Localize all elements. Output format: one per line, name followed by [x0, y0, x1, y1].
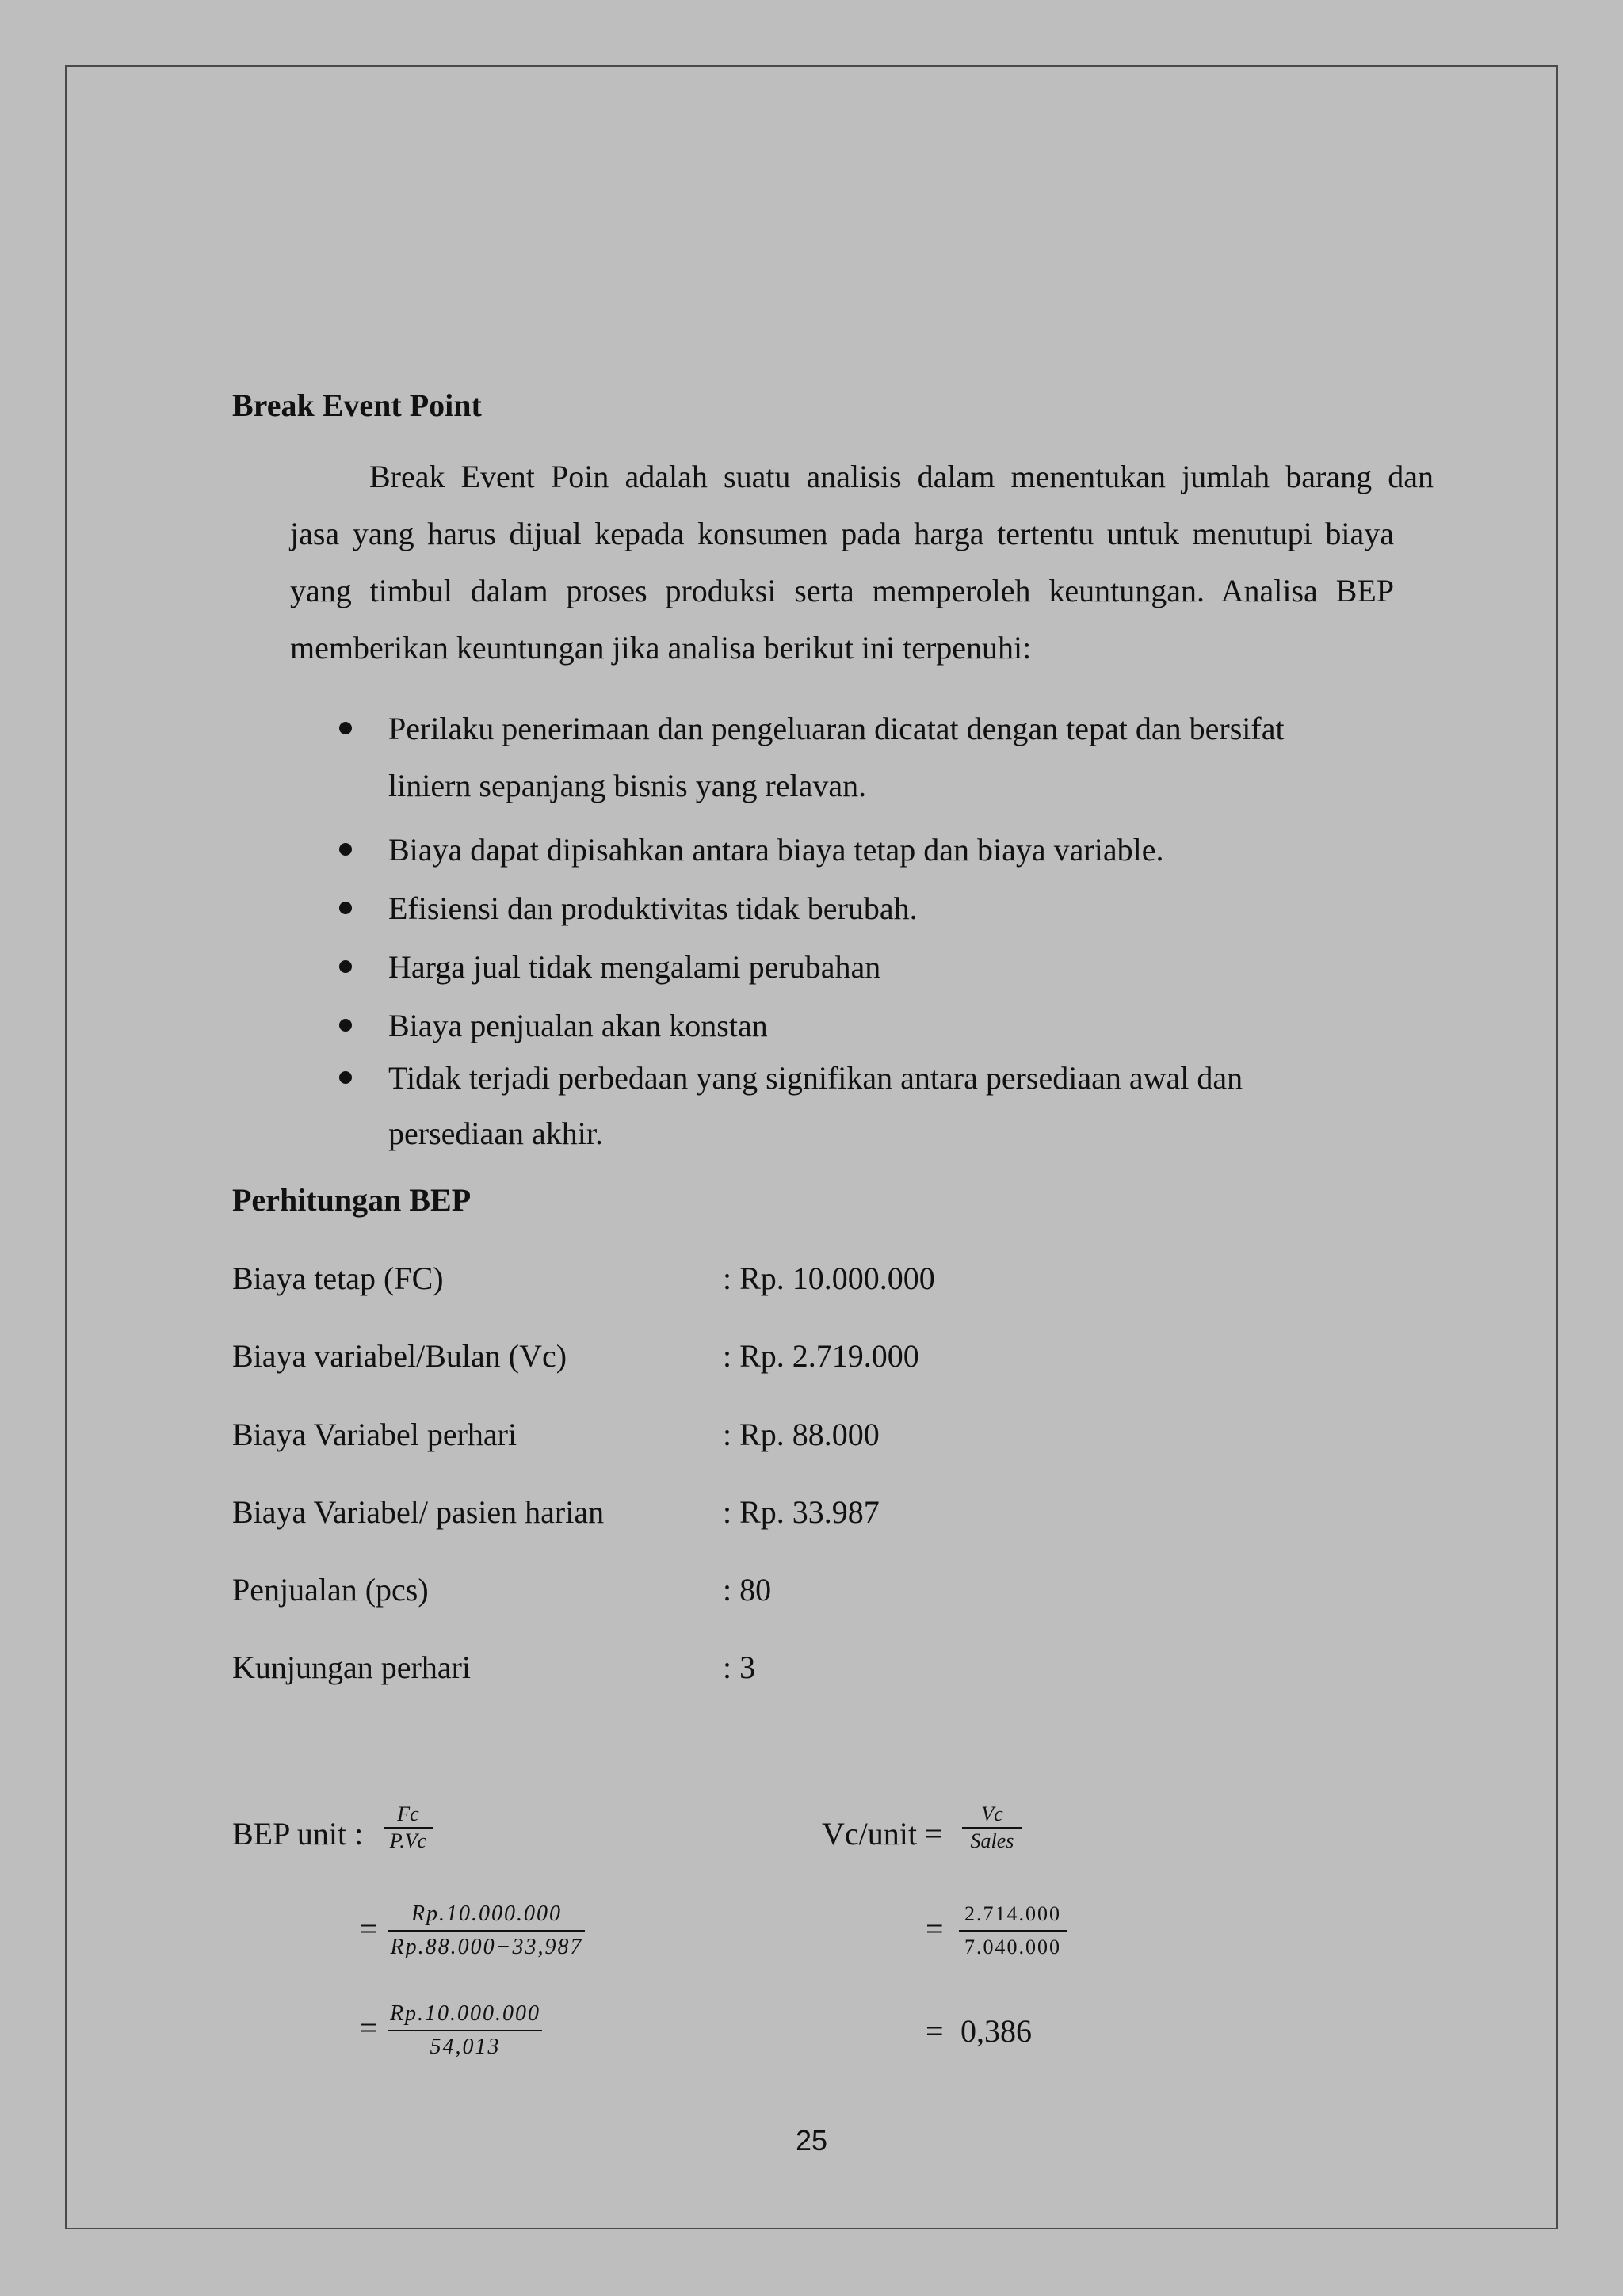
paragraph-line: yang timbul dalam proses produksi serta memperoleh keuntungan. Analisa BEP [290, 573, 1394, 608]
fraction-numerator: Fc [397, 1802, 419, 1825]
row-label: Biaya Variabel perhari [232, 1417, 517, 1452]
fraction-denominator: 7.040.000 [964, 1936, 1061, 1958]
row-label: Penjualan (pcs) [232, 1572, 429, 1608]
section-heading-perhitungan-bep: Perhitungan BEP [232, 1182, 472, 1218]
equals-sign: = [360, 2010, 378, 2046]
bep-fraction-symbolic [384, 1802, 433, 1854]
row-label: Biaya tetap (FC) [232, 1261, 444, 1296]
bullet-item-text: Efisiensi dan produktivitas tidak berubah. [388, 891, 918, 926]
row-value: : 80 [723, 1572, 772, 1608]
fraction-denominator: Rp.88.000−33,987 [390, 1935, 583, 1959]
bullet-icon [339, 902, 352, 914]
bullet-item-text: Biaya penjualan akan konstan [388, 1008, 768, 1043]
section-heading-break-event-point: Break Event Point [232, 387, 482, 423]
paragraph-line: memberikan keuntungan jika analisa berikut ini terpenuhi: [290, 630, 1032, 666]
equals-sign: = [926, 2013, 944, 2049]
page-number: 25 [796, 2124, 828, 2157]
bep-label: BEP unit : [232, 1816, 364, 1852]
bep-fraction-values [388, 1898, 585, 1963]
bullet-item-text: liniern sepanjang bisnis yang relavan. [388, 768, 867, 803]
fraction-numerator: Vc [981, 1802, 1003, 1825]
vc-fraction-values [959, 1898, 1067, 1963]
fraction-denominator: 54,013 [430, 2035, 501, 2059]
paragraph-line: Break Event Poin adalah suatu analisis dalam menentukan jumlah barang dan [369, 459, 1434, 494]
row-label: Kunjungan perhari [232, 1650, 472, 1685]
row-value: : Rp. 10.000.000 [723, 1261, 935, 1296]
bullet-item-text: Tidak terjadi perbedaan yang signifikan antara persediaan awal dan [388, 1060, 1243, 1096]
bullet-icon [339, 1071, 352, 1084]
row-value: : Rp. 2.719.000 [723, 1338, 919, 1374]
bep-fraction-result [388, 1998, 542, 2063]
bullet-item-text: persediaan akhir. [388, 1116, 603, 1151]
row-value: : Rp. 88.000 [723, 1417, 880, 1452]
bullet-icon [339, 1019, 352, 1032]
equals-sign: = [360, 1911, 378, 1947]
bullet-item-text: Perilaku penerimaan dan pengeluaran dicatat dengan tepat dan bersifat [388, 711, 1285, 746]
equals-sign: = [926, 1911, 944, 1947]
vc-label: Vc/unit [822, 1816, 917, 1852]
bullet-item-text: Harga jual tidak mengalami perubahan [388, 949, 881, 985]
row-value: : 3 [723, 1650, 756, 1685]
bullet-icon [339, 722, 352, 734]
vc-result-value: 0,386 [960, 2013, 1032, 2049]
fraction-denominator: Sales [970, 1829, 1014, 1852]
paragraph-line: jasa yang harus dijual kepada konsumen pada harga tertentu untuk menutupi biaya [290, 516, 1394, 551]
bullet-icon [339, 843, 352, 856]
fraction-numerator: 2.714.000 [964, 1902, 1061, 1925]
equals-sign: = [925, 1816, 943, 1852]
row-label: Biaya variabel/Bulan (Vc) [232, 1338, 567, 1374]
row-value: : Rp. 33.987 [723, 1494, 880, 1530]
bullet-item-text: Biaya dapat dipisahkan antara biaya tetap dan biaya variable. [388, 832, 1164, 868]
row-label: Biaya Variabel/ pasien harian [232, 1494, 605, 1530]
bullet-icon [339, 960, 352, 973]
fraction-denominator: P.Vc [389, 1829, 427, 1852]
fraction-numerator: Rp.10.000.000 [389, 2001, 541, 2026]
vc-fraction-symbolic [962, 1802, 1022, 1854]
fraction-numerator: Rp.10.000.000 [411, 1901, 563, 1926]
